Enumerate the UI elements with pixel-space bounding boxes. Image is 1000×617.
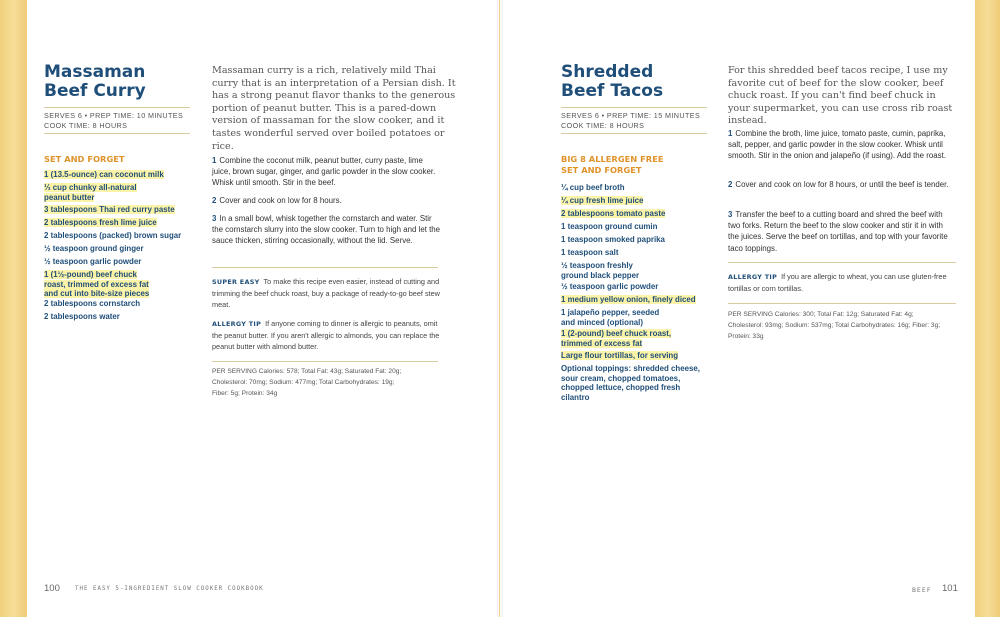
divider [212, 361, 438, 362]
ingredient-item: ½ teaspoon freshly ground black pepper [561, 261, 640, 280]
title-line: Beef Curry [44, 81, 146, 101]
ingredient-item: ⅓ cup chunky all-natural peanut butter [44, 183, 137, 202]
title-line: Shredded [561, 62, 654, 82]
serves-info [561, 111, 700, 131]
cook-time: COOK TIME: 8 HOURS [44, 121, 128, 130]
book-edge-right [975, 0, 1000, 617]
ingredient-item: Large flour tortillas, for serving [561, 351, 679, 360]
divider [44, 107, 190, 108]
recipe-step: 1 Combine the coconut milk, peanut butter, curry paste, lime juice, brown sugar, ginger, and garlic powder in the slow cooker. Whisk until smooth. Stir in the beef. [212, 156, 436, 188]
tip-super-easy: SUPER EASY To make this recipe even easier, instead of cutting and trimming the beef chuck roast, buy a package of ready-to-go beef stew meat. [212, 277, 440, 310]
recipe-title-right [561, 63, 663, 101]
cook-time: COOK TIME: 8 HOURS [561, 121, 645, 130]
section-label: SET AND FORGET [44, 154, 125, 164]
ingredient-item: 2 tablespoons fresh lime juice [44, 218, 157, 227]
recipe-step: 3 In a small bowl, whisk together the cornstarch and water. Stir the cornstarch slurry into the slow cooker. Turn to high and let the sauce thicken, stirring occasionally, without the lid. Serve. [212, 214, 441, 246]
book-edge-left [0, 0, 27, 617]
running-footer: BEEF [912, 586, 932, 594]
ingredient-item: 1 (13.5-ounce) can coconut milk [44, 170, 164, 179]
nutrition-info: PER SERVING Calories: 300; Total Fat: 12g; Saturated Fat: 4g; Cholesterol: 93mg; Sodium: 537mg; Total Carbohydrates: 16g; Fiber: 3g; Protein: 33g [728, 311, 941, 340]
divider [728, 262, 956, 263]
ingredient-item: 2 tablespoons tomato paste [561, 209, 666, 218]
ingredient-item: 1 teaspoon smoked paprika [561, 235, 665, 244]
ingredient-item: 1 (2-pound) beef chuck roast, trimmed of excess fat [561, 329, 672, 348]
recipe-step: 2 Cover and cook on low for 8 hours. [212, 196, 342, 205]
serves-prep: SERVES 6 • PREP TIME: 10 MINUTES [44, 111, 184, 120]
title-line: Beef Tacos [561, 81, 664, 101]
ingredient-item: ¼ cup fresh lime juice [561, 196, 644, 205]
serves-info [44, 111, 183, 131]
ingredient-item: Optional toppings: shredded cheese, sour cream, chopped tomatoes, chopped lettuce, chopped fresh cilantro [561, 364, 700, 402]
recipe-step: 2 Cover and cook on low for 8 hours, or until the beef is tender. [728, 180, 949, 189]
ingredient-item: 1 jalapeño pepper, seeded and minced (optional) [561, 308, 660, 327]
ingredient-item: ½ teaspoon ground ginger [44, 244, 144, 253]
ingredient-item: 2 tablespoons cornstarch [44, 299, 141, 308]
ingredient-item: ½ teaspoon garlic powder [44, 257, 142, 266]
ingredient-item: 3 tablespoons Thai red curry paste [44, 205, 175, 214]
ingredient-item: 2 tablespoons (packed) brown sugar [44, 231, 182, 240]
tip-allergy: ALLERGY TIP If anyone coming to dinner is allergic to peanuts, omit the peanut butter. If you aren't allergic to almonds, you can replace the peanut butter with almond butter. [212, 319, 440, 352]
divider [728, 303, 956, 304]
tip-allergy: ALLERGY TIP If you are allergic to wheat, you can use gluten-free tortillas or corn tortillas. [728, 272, 947, 294]
nutrition-info: PER SERVING Calories: 578; Total Fat: 43g; Saturated Fat: 20g; Cholesterol: 70mg; Sodium: 477mg; Total Carbohydrates: 19g; Fiber: 5g; Protein: 34g [212, 368, 402, 397]
recipe-step: 3 Transfer the beef to a cutting board and shred the beef with two forks. Return the beef to the slow cooker and stir it in with the juices. Serve the beef on tortillas, and top with your favorite taco toppings. [728, 210, 948, 253]
divider [561, 133, 707, 134]
serves-prep: SERVES 6 • PREP TIME: 15 MINUTES [561, 111, 701, 120]
divider [212, 267, 438, 268]
recipe-title-left [44, 63, 146, 101]
section-label [561, 154, 664, 175]
book-spine [497, 0, 503, 617]
ingredient-item: 1 (1½-pound) beef chuck roast, trimmed of excess fat and cut into bite-size pieces [44, 270, 150, 298]
page-number: 100 [44, 583, 60, 594]
ingredient-item: 2 tablespoons water [44, 312, 120, 321]
ingredient-item: ¼ cup beef broth [561, 183, 625, 192]
recipe-step: 1 Combine the broth, lime juice, tomato paste, cumin, paprika, salt, pepper, and garlic powder in the slow cooker. Whisk until smooth. Stir in the onion and jalapeño (if using). Add the roast. [728, 129, 947, 161]
set-forget-label: SET AND FORGET [561, 164, 642, 175]
ingredient-item: ½ teaspoon garlic powder [561, 282, 659, 291]
recipe-intro: Massaman curry is a rich, relatively mild Thai curry that is an interpretation of a Persian dish. It has a strong peanut flavor thanks to the generous portion of peanut butter. This is a pared-down version of massaman for the slow cooker, and it tastes wonderful served over boiled potatoes or rice. [212, 65, 456, 152]
ingredient-item: 1 medium yellow onion, finely diced [561, 295, 696, 304]
recipe-intro: For this shredded beef tacos recipe, I use my favorite cut of beef for the slow cooker, beef chuck roast. If you can't find beef chuck in your supermarket, you can use cross rib roast instead. [728, 65, 953, 127]
running-footer: THE EASY 5-INGREDIENT SLOW COOKER COOKBOOK [75, 586, 264, 592]
divider [561, 107, 707, 108]
ingredient-item: 1 teaspoon salt [561, 248, 619, 257]
allergen-label: BIG 8 ALLERGEN FREE [561, 154, 664, 164]
page-number: 101 [942, 583, 958, 594]
divider [44, 133, 190, 134]
ingredient-item: 1 teaspoon ground cumin [561, 222, 658, 231]
title-line: Massaman [44, 62, 146, 82]
